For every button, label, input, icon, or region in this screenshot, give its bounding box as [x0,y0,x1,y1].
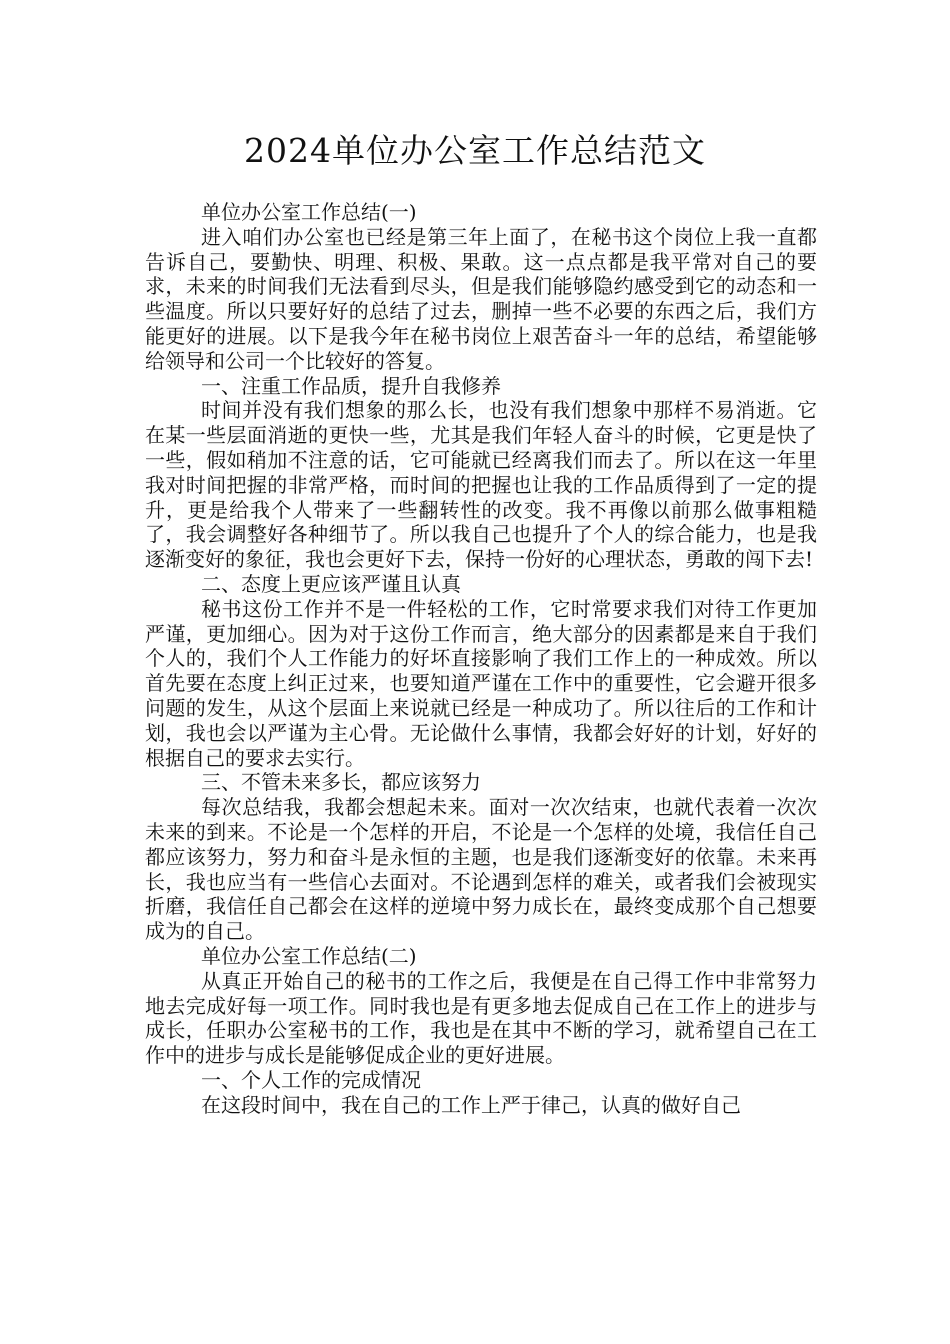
section-heading: 一、个人工作的完成情况 [201,1067,421,1092]
section-heading: 二、态度上更应该严谨且认真 [201,571,461,596]
section-heading: 一、注重工作品质，提升自我修养 [201,373,501,398]
paragraph: 进入咱们办公室也已经是第三年上面了，在秘书这个岗位上我一直都告诉自己，要勤快、明理、积极、果敢。这一点点都是我平常对自己的要求，未来的时间我们无法看到尽头，但是我们能够隐约感受到它的动态和一些温度。所以只要好好的总结了过去，删掉一些不必要的东西之后，我们方能更好的进展。以下是我今年在秘书岗位上艰苦奋斗一年的总结，希望能够给领导和公司一个比较好的答复。 [145,224,817,373]
section-heading: 单位办公室工作总结(一) [201,200,417,224]
paragraph: 在这段时间中，我在自己的工作上严于律己，认真的做好自己 [201,1092,741,1117]
section-heading: 单位办公室工作总结(二) [201,943,417,968]
paragraph: 时间并没有我们想象的那么长，也没有我们想象中那样不易消逝。它在某一些层面消逝的更快一些，尤其是我们年轻人奋斗的时候，它更是快了一些，假如稍加不注意的话，它可能就已经离我们而去了。所以在这一年里我对时间把握的非常严格，而时间的把握也让我的工作品质得到了一定的提升，更是给我个人带来了一些翻转性的改变。我不再像以前那么做事粗糙了，我会调整好各种细节了。所以我自己也提升了个人的综合能力，也是我逐渐变好的象征，我也会更好下去，保持一份好的心理状态，勇敢的闯下去! [145,398,817,572]
document-body [145,200,817,1117]
paragraph: 每次总结我，我都会想起未来。面对一次次结束，也就代表着一次次未来的到来。不论是一个怎样的开启，不论是一个怎样的处境，我信任自己都应该努力，努力和奋斗是永恒的主题，也是我们逐渐变好的依靠。未来再长，我也应当有一些信心去面对。不论遇到怎样的难关，或者我们会被现实折磨，我信任自己都会在这样的逆境中努力成长在，最终变成那个自己想要成为的自己。 [145,795,817,944]
paragraph: 从真正开始自己的秘书的工作之后，我便是在自己得工作中非常努力地去完成好每一项工作。同时我也是有更多地去促成自己在工作上的进步与成长，任职办公室秘书的工作，我也是在其中不断的学习，就希望自己在工作中的进步与成长是能够促成企业的更好进展。 [145,968,817,1068]
document-title: 2024单位办公室工作总结范文 [244,131,706,170]
paragraph: 秘书这份工作并不是一件轻松的工作，它时常要求我们对待工作更加严谨，更加细心。因为对于这份工作而言，绝大部分的因素都是来自于我们个人的，我们个人工作能力的好坏直接影响了我们工作上的一种成效。所以首先要在态度上纠正过来，也要知道严谨在工作中的重要性，它会避开很多问题的发生，从这个层面上来说就已经是一种成功了。所以往后的工作和计划，我也会以严谨为主心骨。无论做什么事情，我都会好好的计划，好好的根据自己的要求去实行。 [145,596,817,770]
section-heading: 三、不管未来多长，都应该努力 [201,770,481,795]
